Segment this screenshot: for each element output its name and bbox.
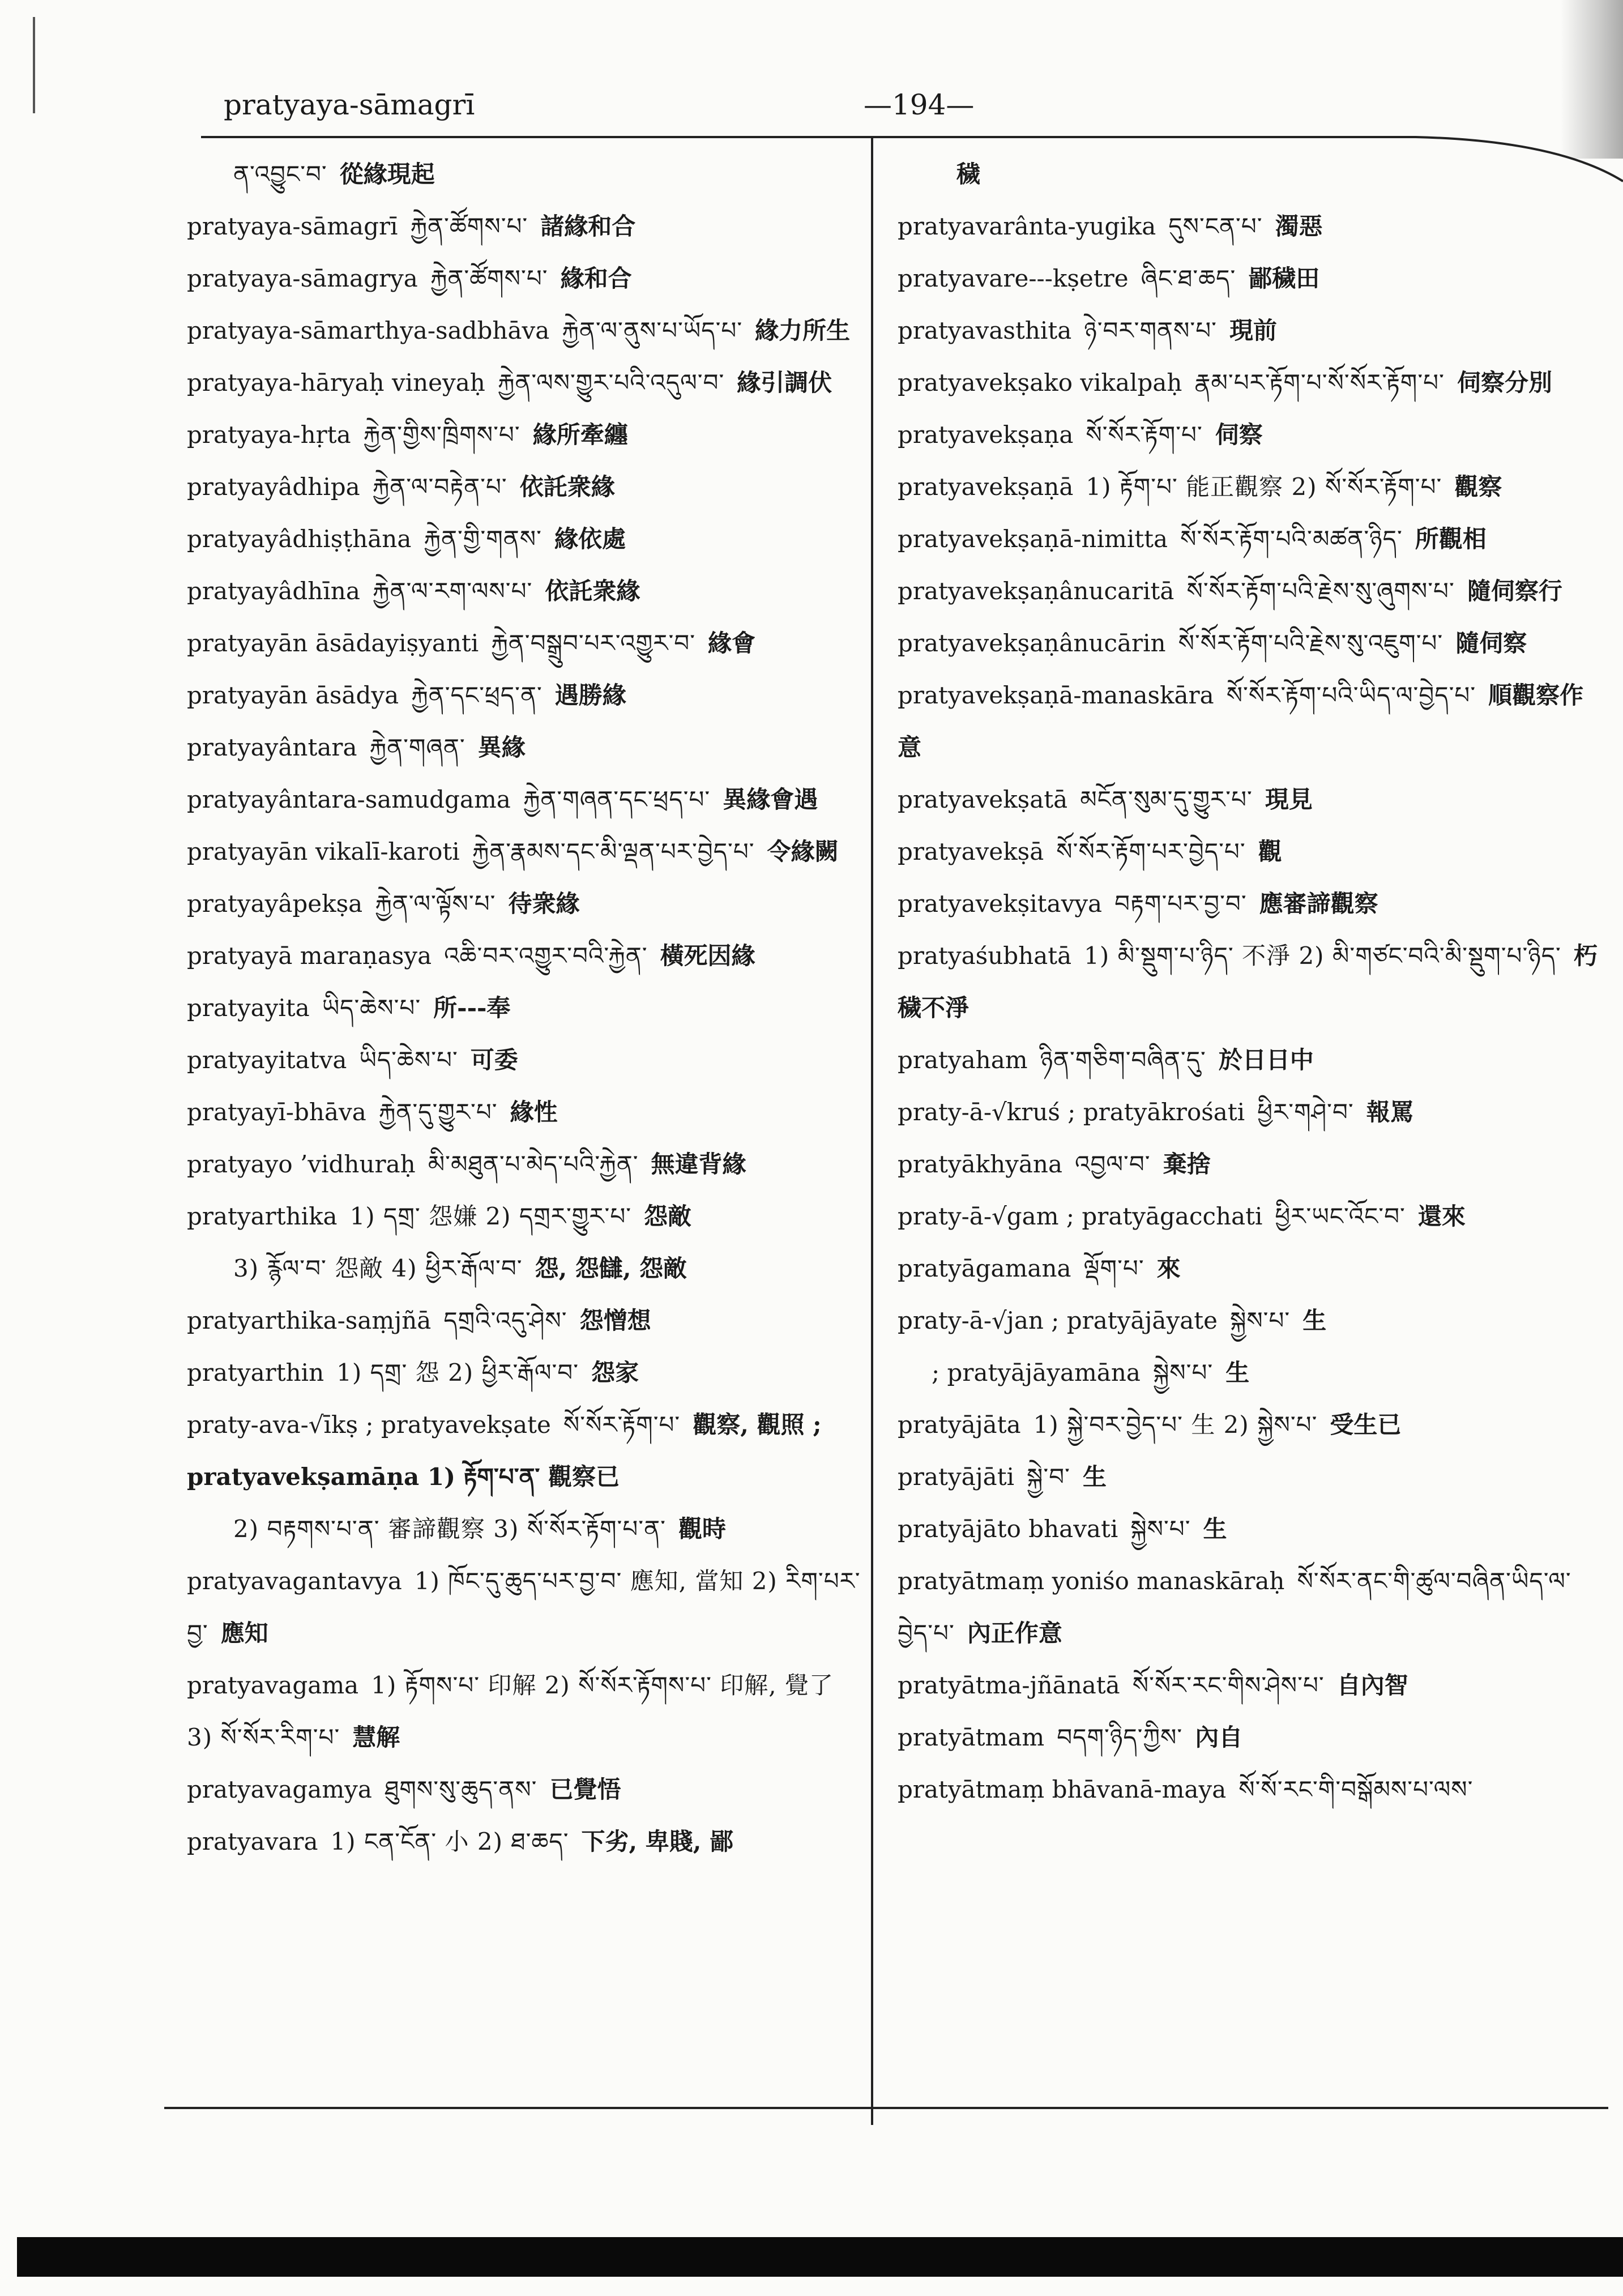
tibetan-equivalent: 1) མི་སྡུག་པ་ཉིད་ 不淨 2) མི་གཙང་བའི་མི་སྡུག་པ་ཉིད་ xyxy=(1084,942,1561,970)
sanskrit-headword: pratyaya-sāmarthya-sadbhāva xyxy=(187,317,550,344)
chinese-equivalent: 隨伺察行 xyxy=(1467,577,1562,605)
tibetan-equivalent: སོ་སོར་རྟོག་པའི་ཡིད་ལ་བྱེད་པ་ xyxy=(1226,681,1476,709)
chinese-equivalent: 應知 xyxy=(220,1619,268,1647)
sanskrit-headword: pratyavare---kṣetre xyxy=(898,264,1129,292)
tibetan-equivalent: རྐྱེན་ལ་བརྟེན་པ་ xyxy=(372,473,507,501)
sanskrit-headword: pratyavekṣaṇânucārin xyxy=(898,629,1166,657)
page-header xyxy=(224,85,1329,130)
sanskrit-headword: pratyaya-sāmagrya xyxy=(187,264,418,292)
dictionary-entry xyxy=(898,1295,1600,1347)
tibetan-equivalent: རྐྱེན་དང་ཕྲད་ན་ xyxy=(411,681,543,709)
chinese-equivalent: 觀察, 觀照 ; pratyavekṣamāṇa 1) རྟོག་པ་ན་ 觀察已 xyxy=(187,1411,822,1491)
header-rule xyxy=(201,136,909,138)
sanskrit-headword: pratyayântara xyxy=(187,733,357,761)
sanskrit-headword: pratyayitatva xyxy=(187,1046,347,1074)
tibetan-equivalent: 1) དགྲ་ 怨 2) ཕྱིར་རྒོལ་བ་ xyxy=(336,1359,579,1386)
sanskrit-headword: pratyavekṣaṇā-nimitta xyxy=(898,525,1168,553)
sanskrit-headword: pratyayita xyxy=(187,994,310,1022)
tibetan-equivalent: སྐྱེས་པ་ xyxy=(1152,1359,1214,1386)
chinese-equivalent: 慧解 xyxy=(352,1723,400,1751)
dictionary-entry xyxy=(898,1712,1600,1764)
tibetan-equivalent: རྐྱེན་ལ་ནུས་པ་ཡོད་པ་ xyxy=(562,317,743,344)
tibetan-equivalent: ལྡོག་པ་ xyxy=(1083,1254,1144,1282)
scan-bottom-band xyxy=(17,2237,1623,2277)
tibetan-equivalent: 1) སྐྱེ་བར་བྱེད་པ་ 生 2) སྐྱེས་པ་ xyxy=(1033,1411,1318,1439)
chinese-equivalent: 所---奉 xyxy=(433,994,511,1022)
sanskrit-headword: pratyavekṣā xyxy=(898,838,1044,865)
dictionary-entry xyxy=(187,982,861,1034)
sanskrit-headword: praty-ā-√gam ; pratyāgacchati xyxy=(898,1202,1263,1230)
dictionary-entry xyxy=(187,826,861,878)
dictionary-entry xyxy=(898,461,1600,513)
tibetan-equivalent: རྐྱེན་གཞན་དང་ཕྲད་པ་ xyxy=(523,786,711,813)
chinese-equivalent: 所觀相 xyxy=(1415,525,1487,553)
sanskrit-headword: praty-ava-√īkṣ ; pratyavekṣate xyxy=(187,1411,551,1439)
scan-shadow xyxy=(1561,0,1623,159)
sanskrit-headword: pratyarthin xyxy=(187,1359,324,1386)
tibetan-equivalent: སོ་སོར་རྟོག་པར་བྱེད་པ་ xyxy=(1056,838,1246,865)
tibetan-equivalent: རྐྱེན་ཚོགས་པ་ xyxy=(410,212,528,240)
sanskrit-headword: pratyaya-sāmagrī xyxy=(187,212,398,240)
chinese-equivalent: 穢 xyxy=(956,160,981,188)
dictionary-entry xyxy=(898,1451,1600,1503)
dictionary-entry xyxy=(898,513,1600,565)
footer-rule xyxy=(164,2107,1608,2109)
dictionary-entry xyxy=(187,409,861,461)
dictionary-entry xyxy=(898,565,1600,617)
sanskrit-headword: pratyāgamana xyxy=(898,1254,1071,1282)
sanskrit-headword: pratyākhyāna xyxy=(898,1150,1063,1178)
tibetan-equivalent: རྐྱེན་ཚོགས་པ་ xyxy=(430,264,548,292)
chinese-equivalent: 內自 xyxy=(1195,1723,1243,1751)
dictionary-entry xyxy=(898,200,1600,253)
dictionary-entry xyxy=(187,513,861,565)
tibetan-equivalent: སྐྱེ་བ་ xyxy=(1027,1463,1070,1491)
tibetan-equivalent: 3) རྙོལ་བ་ 怨敵 4) ཕྱིར་རྒོལ་བ་ xyxy=(233,1254,523,1282)
dictionary-entry xyxy=(898,669,1600,774)
dictionary-entry xyxy=(187,1816,861,1868)
tibetan-equivalent: ཉིན་གཅིག་བཞིན་དུ་ xyxy=(1040,1046,1206,1074)
sanskrit-headword: pratyayān āsādya xyxy=(187,681,399,709)
dictionary-entry xyxy=(898,826,1600,878)
chinese-equivalent: 現前 xyxy=(1229,317,1277,344)
chinese-equivalent: 依託衆緣 xyxy=(545,577,640,605)
sanskrit-headword: pratyarthika-saṃjñā xyxy=(187,1307,432,1334)
sanskrit-headword: pratyavekṣaṇa xyxy=(898,421,1074,449)
tibetan-equivalent: དགྲའི་འདུ་ཤེས་ xyxy=(443,1307,567,1334)
dictionary-entry xyxy=(898,1243,1600,1295)
sanskrit-headword: praty-ā-√jan ; pratyājāyate xyxy=(898,1307,1218,1334)
chinese-equivalent: 無違背緣 xyxy=(651,1150,746,1178)
dictionary-entry xyxy=(898,1764,1600,1816)
dictionary-entry xyxy=(187,1086,861,1138)
chinese-equivalent: 自內智 xyxy=(1336,1671,1408,1699)
tibetan-equivalent: བདག་ཉིད་ཀྱིས་ xyxy=(1057,1723,1183,1751)
tibetan-equivalent: མི་མཐུན་པ་མེད་པའི་རྐྱེན་ xyxy=(428,1150,639,1178)
sanskrit-headword: pratyaśubhatā xyxy=(898,942,1072,970)
tibetan-equivalent: འབྱལ་བ་ xyxy=(1075,1150,1151,1178)
tibetan-equivalent: རྐྱེན་ལ་རག་ལས་པ་ xyxy=(372,577,533,605)
sanskrit-headword: pratyavekṣaṇā xyxy=(898,473,1074,501)
sanskrit-headword: pratyavagamya xyxy=(187,1776,372,1803)
chinese-equivalent: 朽穢不淨 xyxy=(898,942,1598,1022)
dictionary-entry xyxy=(187,1034,861,1086)
left-column xyxy=(187,148,861,1868)
dictionary-entry xyxy=(187,1659,861,1764)
tibetan-equivalent: རྐྱེན་ལས་གྱུར་པའི་འདུལ་བ་ xyxy=(497,369,725,396)
running-head: pratyaya-sāmagrī xyxy=(224,88,475,121)
chinese-equivalent: 報罵 xyxy=(1366,1098,1414,1126)
tibetan-equivalent: རྣམ་པར་རྟོག་པ་སོ་སོར་རྟོག་པ་ xyxy=(1194,369,1445,396)
chinese-equivalent: 伺察分別 xyxy=(1457,369,1552,396)
sanskrit-headword: pratyayântara-samudgama xyxy=(187,786,511,813)
tibetan-equivalent: རྐྱེན་གཞན་ xyxy=(369,733,465,761)
tibetan-equivalent: སྐྱེས་པ་ xyxy=(1229,1307,1291,1334)
dictionary-entry xyxy=(898,148,1600,200)
chinese-equivalent: 緣力所生 xyxy=(755,317,851,344)
sanskrit-headword: pratyājāta xyxy=(898,1411,1021,1439)
sanskrit-headword: pratyayī-bhāva xyxy=(187,1098,366,1126)
dictionary-entry xyxy=(187,200,861,253)
sanskrit-headword: pratyayā maraṇasya xyxy=(187,942,432,970)
dictionary-entry xyxy=(898,1347,1600,1399)
chinese-equivalent: 怨, 怨讎, 怨敵 xyxy=(535,1254,687,1282)
dictionary-entry xyxy=(898,1034,1600,1086)
dictionary-entry xyxy=(187,617,861,669)
sanskrit-headword: pratyavarânta-yugika xyxy=(898,212,1156,240)
dictionary-entry xyxy=(898,1555,1600,1659)
right-column xyxy=(898,148,1600,1816)
dictionary-entry xyxy=(898,1086,1600,1138)
chinese-equivalent: 生 xyxy=(1302,1307,1327,1334)
dictionary-entry xyxy=(187,253,861,305)
sanskrit-headword: pratyātmaṃ yoniśo manaskāraḥ xyxy=(898,1567,1285,1595)
dictionary-entry xyxy=(898,1503,1600,1555)
dictionary-entry xyxy=(898,617,1600,669)
tibetan-equivalent: ན་འབྱུང་བ་ xyxy=(233,160,327,188)
chinese-equivalent: 來 xyxy=(1156,1254,1181,1282)
chinese-equivalent: 觀時 xyxy=(678,1515,726,1543)
sanskrit-headword: pratyājāto bhavati xyxy=(898,1515,1118,1543)
chinese-equivalent: 棄捨 xyxy=(1163,1150,1211,1178)
dictionary-entry xyxy=(187,722,861,774)
tibetan-equivalent: 1) རྟོག་པ་ 能正觀察 2) སོ་སོར་རྟོག་པ་ xyxy=(1086,473,1442,501)
chinese-equivalent: 緣依處 xyxy=(554,525,626,553)
dictionary-entry xyxy=(187,305,861,357)
dictionary-entry xyxy=(187,1555,861,1659)
chinese-equivalent: 伺察 xyxy=(1215,421,1263,449)
sanskrit-headword: pratyājāti xyxy=(898,1463,1015,1491)
chinese-equivalent: 可委 xyxy=(470,1046,518,1074)
tibetan-equivalent: སོ་སོར་རྟོག་པའི་རྗེས་སུ་ཞུགས་པ་ xyxy=(1186,577,1455,605)
chinese-equivalent: 現見 xyxy=(1265,786,1313,813)
chinese-equivalent: 生 xyxy=(1082,1463,1107,1491)
sanskrit-headword: pratyavara xyxy=(187,1828,318,1855)
dictionary-entry xyxy=(187,1347,861,1399)
tibetan-equivalent: 1) རྟོགས་པ་ 印解 2) སོ་སོར་རྟོགས་པ་ 印解, 覺了 3) སོ་སོར་རིག་པ་ xyxy=(187,1671,834,1751)
dictionary-entry xyxy=(187,357,861,409)
chinese-equivalent: 遇勝緣 xyxy=(554,681,626,709)
sanskrit-headword: pratyayān āsādayiṣyanti xyxy=(187,629,479,657)
tibetan-equivalent: མངོན་སུམ་དུ་གྱུར་པ་ xyxy=(1080,786,1253,813)
chinese-equivalent: 應審諦觀察 xyxy=(1259,890,1378,917)
sanskrit-headword: pratyayâdhiṣṭhāna xyxy=(187,525,412,553)
chinese-equivalent: 緣所牽纏 xyxy=(532,421,628,449)
dictionary-entry xyxy=(187,1190,861,1243)
chinese-equivalent: 已覺悟 xyxy=(549,1776,621,1803)
dictionary-entry xyxy=(187,669,861,722)
dictionary-entry xyxy=(898,253,1600,305)
dictionary-entry xyxy=(187,461,861,513)
sanskrit-headword: pratyātmaṃ bhāvanā-maya xyxy=(898,1776,1227,1803)
dictionary-entry xyxy=(187,565,861,617)
tibetan-equivalent: རྐྱེན་དུ་གྱུར་པ་ xyxy=(378,1098,498,1126)
tibetan-equivalent: འཆི་བར་འགྱུར་བའི་རྐྱེན་ xyxy=(444,942,648,970)
sanskrit-headword: pratyaya-hāryaḥ vineyaḥ xyxy=(187,369,485,396)
chinese-equivalent: 觀察 xyxy=(1454,473,1502,501)
tibetan-equivalent: སོ་སོར་ནང་གི་ཚུལ་བཞིན་ཡིད་ལ་བྱེད་པ་ xyxy=(898,1567,1571,1647)
column-divider xyxy=(871,137,873,2125)
chinese-equivalent: 令緣闕 xyxy=(767,838,839,865)
chinese-equivalent: 緣引調伏 xyxy=(737,369,832,396)
tibetan-equivalent: སོ་སོར་རྟོག་པའི་རྗེས་སུ་འཇུག་པ་ xyxy=(1178,629,1443,657)
chinese-equivalent: 怨敵 xyxy=(644,1202,692,1230)
tibetan-equivalent: རྐྱེན་གྱི་གནས་ xyxy=(424,525,542,553)
chinese-equivalent: 怨憎想 xyxy=(579,1307,651,1334)
sanskrit-headword: pratyaham xyxy=(898,1046,1028,1074)
chinese-equivalent: 內正作意 xyxy=(967,1619,1062,1647)
chinese-equivalent: 生 xyxy=(1203,1515,1227,1543)
chinese-equivalent: 順觀察作意 xyxy=(898,681,1584,761)
sanskrit-headword: pratyayâdhipa xyxy=(187,473,360,501)
chinese-equivalent: 從緣現起 xyxy=(339,160,435,188)
tibetan-equivalent: རྐྱེན་བསྒྲུབ་པར་འགྱུར་བ་ xyxy=(491,629,696,657)
dictionary-entry xyxy=(898,930,1600,1034)
chinese-equivalent: 橫死因緣 xyxy=(660,942,755,970)
tibetan-equivalent: སོ་སོ་རང་གི་བསྒོམས་པ་ལས་ xyxy=(1238,1776,1473,1803)
tibetan-equivalent: 1) ཁོང་དུ་ཆུད་པར་བྱ་བ་ 應知, 當知 2) རིག་པར་བྱ་ xyxy=(187,1567,861,1647)
dictionary-entry xyxy=(898,1659,1600,1712)
chinese-equivalent: 待衆緣 xyxy=(508,890,580,917)
sanskrit-headword: pratyavagama xyxy=(187,1671,359,1699)
dictionary-entry xyxy=(898,1190,1600,1243)
tibetan-equivalent: རྐྱེན་རྣམས་དང་མི་ལྡན་པར་བྱེད་པ་ xyxy=(472,838,755,865)
dictionary-entry xyxy=(187,930,861,982)
chinese-equivalent: 生 xyxy=(1225,1359,1250,1386)
dictionary-entry xyxy=(187,1399,861,1503)
chinese-equivalent: 還來 xyxy=(1417,1202,1466,1230)
dictionary-entry xyxy=(898,1399,1600,1451)
dictionary-entry xyxy=(187,1243,861,1295)
page-number: —194— xyxy=(864,88,975,121)
tibetan-equivalent: སོ་སོར་རྟོག་པ་ xyxy=(563,1411,681,1439)
sanskrit-headword: pratyavekṣaṇânucaritā xyxy=(898,577,1174,605)
dictionary-entry xyxy=(187,1764,861,1816)
chinese-equivalent: 下劣, 卑賤, 鄙 xyxy=(581,1828,734,1855)
dictionary-entry xyxy=(187,774,861,826)
chinese-equivalent: 異緣 xyxy=(477,733,526,761)
dictionary-entry xyxy=(187,1295,861,1347)
dictionary-entry xyxy=(898,774,1600,826)
chinese-equivalent: 依託衆緣 xyxy=(519,473,615,501)
chinese-equivalent: 於日日中 xyxy=(1218,1046,1314,1074)
tibetan-equivalent: སོ་སོར་རྟོག་པ་ xyxy=(1086,421,1203,449)
tibetan-equivalent: རྐྱེན་གྱིས་ཁྲིགས་པ་ xyxy=(363,421,520,449)
chinese-equivalent: 緣和合 xyxy=(560,264,632,292)
sanskrit-headword: pratyavasthita xyxy=(898,317,1072,344)
tibetan-equivalent: ཕྱིར་གཤེ་བ་ xyxy=(1257,1098,1354,1126)
tibetan-equivalent: ཐུགས་སུ་ཆུད་ནས་ xyxy=(384,1776,537,1803)
sanskrit-headword: ; pratyājāyamāna xyxy=(932,1359,1141,1386)
tibetan-equivalent: 1) དགྲ་ 怨嫌 2) དགྲར་གྱུར་པ་ xyxy=(349,1202,632,1230)
sanskrit-headword: praty-ā-√kruś ; pratyākrośati xyxy=(898,1098,1245,1126)
scan-edge-mark xyxy=(33,17,35,113)
tibetan-equivalent: ཉེ་བར་གནས་པ་ xyxy=(1084,317,1217,344)
chinese-equivalent: 隨伺察 xyxy=(1455,629,1527,657)
sanskrit-headword: pratyātmam xyxy=(898,1723,1045,1751)
chinese-equivalent: 緣性 xyxy=(510,1098,558,1126)
sanskrit-headword: pratyayo ’vidhuraḥ xyxy=(187,1150,416,1178)
sanskrit-headword: pratyātma-jñānatā xyxy=(898,1671,1120,1699)
chinese-equivalent: 鄙穢田 xyxy=(1248,264,1320,292)
chinese-equivalent: 濁惡 xyxy=(1275,212,1323,240)
tibetan-equivalent: ཡིད་ཆེས་པ་ xyxy=(359,1046,458,1074)
tibetan-equivalent: བརྟག་པར་བྱ་བ་ xyxy=(1114,890,1247,917)
tibetan-equivalent: 2) བརྟགས་པ་ན་ 審諦觀察 3) སོ་སོར་རྟོག་པ་ན་ xyxy=(233,1515,666,1543)
sanskrit-headword: pratyayâdhīna xyxy=(187,577,360,605)
sanskrit-headword: pratyavekṣatā xyxy=(898,786,1068,813)
sanskrit-headword: pratyavekṣaṇā-manaskāra xyxy=(898,681,1214,709)
chinese-equivalent: 怨家 xyxy=(591,1359,639,1386)
tibetan-equivalent: ཞིང་ཐ་ཆད་ xyxy=(1141,264,1236,292)
tibetan-equivalent: ཡིད་ཆེས་པ་ xyxy=(322,994,421,1022)
chinese-equivalent: 異緣會遇 xyxy=(723,786,818,813)
tibetan-equivalent: སོ་སོར་རང་གིས་ཤེས་པ་ xyxy=(1132,1671,1325,1699)
dictionary-entry xyxy=(187,148,861,200)
chinese-equivalent: 諸緣和合 xyxy=(540,212,636,240)
sanskrit-headword: pratyavagantavya xyxy=(187,1567,402,1595)
tibetan-equivalent: རྐྱེན་ལ་ལྟོས་པ་ xyxy=(375,890,496,917)
tibetan-equivalent: ཕྱིར་ཡང་འོང་བ་ xyxy=(1275,1202,1406,1230)
chinese-equivalent: 受生已 xyxy=(1330,1411,1402,1439)
dictionary-entry xyxy=(898,357,1600,409)
dictionary-entry xyxy=(187,1138,861,1190)
dictionary-entry xyxy=(187,878,861,930)
sanskrit-headword: pratyayān vikalī-karoti xyxy=(187,838,460,865)
chinese-equivalent: 緣會 xyxy=(708,629,756,657)
tibetan-equivalent: སྐྱེས་པ་ xyxy=(1130,1515,1191,1543)
dictionary-entry xyxy=(898,305,1600,357)
tibetan-equivalent: དུས་ངན་པ་ xyxy=(1168,212,1263,240)
sanskrit-headword: pratyavekṣako vikalpaḥ xyxy=(898,369,1182,396)
dictionary-entry xyxy=(898,878,1600,930)
sanskrit-headword: pratyayâpekṣa xyxy=(187,890,363,917)
dictionary-entry xyxy=(187,1503,861,1555)
tibetan-equivalent: 1) ངན་ངོན་ 小 2) ཐ་ཆད་ xyxy=(330,1828,569,1855)
sanskrit-headword: pratyavekṣitavya xyxy=(898,890,1103,917)
sanskrit-headword: pratyarthika xyxy=(187,1202,338,1230)
chinese-equivalent: 觀 xyxy=(1258,838,1282,865)
dictionary-entry xyxy=(898,409,1600,461)
dictionary-entry xyxy=(898,1138,1600,1190)
tibetan-equivalent: སོ་སོར་རྟོག་པའི་མཚན་ཉིད་ xyxy=(1180,525,1403,553)
sanskrit-headword: pratyaya-hṛta xyxy=(187,421,351,449)
